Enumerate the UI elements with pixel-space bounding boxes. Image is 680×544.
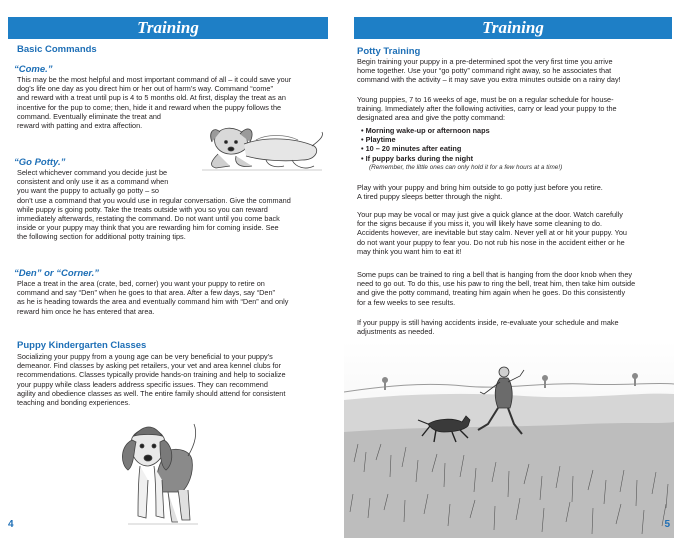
paragraph-line: Begin training your puppy in a pre-determined spot the very first time you arrive [357,57,613,66]
come-line: command. Eventually eliminate the treat and [17,111,161,121]
list-item: • Morning wake-up or afternoon naps [361,126,490,135]
go-potty-line: the following section for additional potty training tips. [17,232,186,242]
potty-paragraph-3 [357,183,603,201]
potty-training-heading: Potty Training [357,46,421,57]
potty-schedule-note: (Remember, the little ones can only hold it for a few hours at a time!) [369,164,563,171]
paragraph-line: designated area and give the potty command: [357,113,506,123]
go-potty-heading: “Go Potty.” [14,157,66,168]
potty-paragraph-4 [357,210,627,256]
go-potty-line: inside or your puppy may think that you are rewarding him for coming inside. See [17,223,279,233]
paragraph-line: for the signs because if you miss it, you will likely have some cleaning to do. [357,219,602,229]
potty-paragraph-2 [357,95,617,123]
potty-paragraph-5 [357,270,635,307]
paragraph-line: Play with your puppy and bring him outside to go potty just before you retire. [357,183,603,192]
list-item: • Playtime [361,135,396,145]
basic-commands-heading: Basic Commands [17,44,97,55]
go-potty-line: you want the puppy to actually go potty – so [17,186,159,196]
paragraph-line: home together. Use your “go potty” command right away, so he associates that [357,66,612,76]
go-potty-line: immediately afterwards, restating the command. Do not want until you come back [17,214,280,224]
kindergarten-line: teaching and bonding experiences. [17,398,131,408]
paragraph-line: Some pups can be trained to ring a bell that is hanging from the door knob when they [357,270,633,279]
kindergarten-line: demeanor. Find classes by asking pet retailers, your vet and area kennel clubs for [17,361,282,371]
come-line: This may be the most helpful and most important command of all – it could save your [17,75,292,84]
kindergarten-line: agility and obedience classes as well. The entire family should attend for consistent [17,388,286,398]
go-potty-line: consistent and only use it as a command when [17,177,169,187]
paragraph-line: Accidents however, are inevitable but stay calm. Never yell at or hit your puppy. You [357,228,627,238]
paragraph-line: do not want your puppy to fear you. Do not rub his nose in the accident either or he [357,237,625,247]
list-item: • If puppy barks during the night [361,153,474,163]
paragraph-line: A tired puppy sleeps better through the night. [357,192,503,202]
crawling-puppy-illustration [196,116,328,176]
paragraph-line: adjustments as needed. [357,327,435,337]
den-heading: “Den” or “Corner.” [14,268,99,279]
go-potty-line: while puppy is going potty. Take the treats outside with you so you can reward [17,204,268,214]
paragraph-line: command with the activity – it may save you extra minutes outside on a rainy day! [357,75,621,85]
beagle-puppy-illustration [108,420,208,528]
den-paragraph [17,279,288,316]
go-potty-line: don’t use a command that you would use in regular conversation. Give the command [17,195,291,205]
kindergarten-line: your puppy while class leaders address specific issues. They can recommend [17,379,268,389]
paragraph-line: may think you want him to eat it! [357,246,462,256]
paragraph-line: and give the potty command, treating him again when he goes. Do this consistently [357,288,626,298]
potty-schedule-list [361,126,490,163]
list-item: • 10 – 20 minutes after eating [361,144,462,154]
left-page-number: 4 [8,519,14,530]
paragraph-line: need to go out. To do this, use his paw to ring the bell, treat him, then take him outside [357,279,636,289]
go-potty-line: Select whichever command you decide just be [17,168,168,177]
come-line: and reward with a treat until pup is 4 to 5 months old. At first, display the treat as an [17,93,286,103]
go-potty-paragraph [17,168,291,242]
potty-paragraph-6 [357,318,619,336]
kindergarten-paragraph [17,352,286,407]
potty-paragraph-1 [357,57,621,85]
left-page-banner: Training [8,17,328,39]
right-page-number: 5 [664,519,670,530]
paragraph-line: Your pup may be vocal or may just give a quick glance at the door. Watch carefully [357,210,623,219]
come-line: reward with patting and extra affection. [17,121,143,131]
den-line: Place a treat in the area (crate, bed, corner) you want your puppy to retire on [17,279,265,288]
right-page [340,0,680,544]
man-running-with-dog-illustration [344,342,674,538]
come-line: incentive for the pup to come; then, hide it and reward when the puppy follows the [17,102,282,112]
den-line: as he is heading towards the area and eventually command him with “Den” and only [17,297,289,307]
den-line: command and say “Den” when he goes to that area. After a few days, say “Den” [17,288,275,298]
come-heading: “Come.” [14,64,53,75]
come-line: dog’s life one day as you direct him or her out of harm’s way. Command “come” [17,84,273,94]
right-page-banner: Training [354,17,672,39]
kindergarten-heading: Puppy Kindergarten Classes [17,340,147,351]
paragraph-line: Young puppies, 7 to 16 weeks of age, must be on a regular schedule for house- [357,95,614,104]
kindergarten-line: recommendations. Classes typically provide hands-on training and help to socialize [17,370,286,380]
paragraph-line: training. Immediately after the following activities, carry or lead your puppy to the [357,104,617,114]
paragraph-line: If your puppy is still having accidents inside, re-evaluate your schedule and make [357,318,619,327]
den-line: reward him once he has entered that area. [17,306,155,316]
paragraph-line: for a few weeks to see results. [357,297,456,307]
kindergarten-line: Socializing your puppy from a young age can be very beneficial to your puppy’s [17,352,273,361]
